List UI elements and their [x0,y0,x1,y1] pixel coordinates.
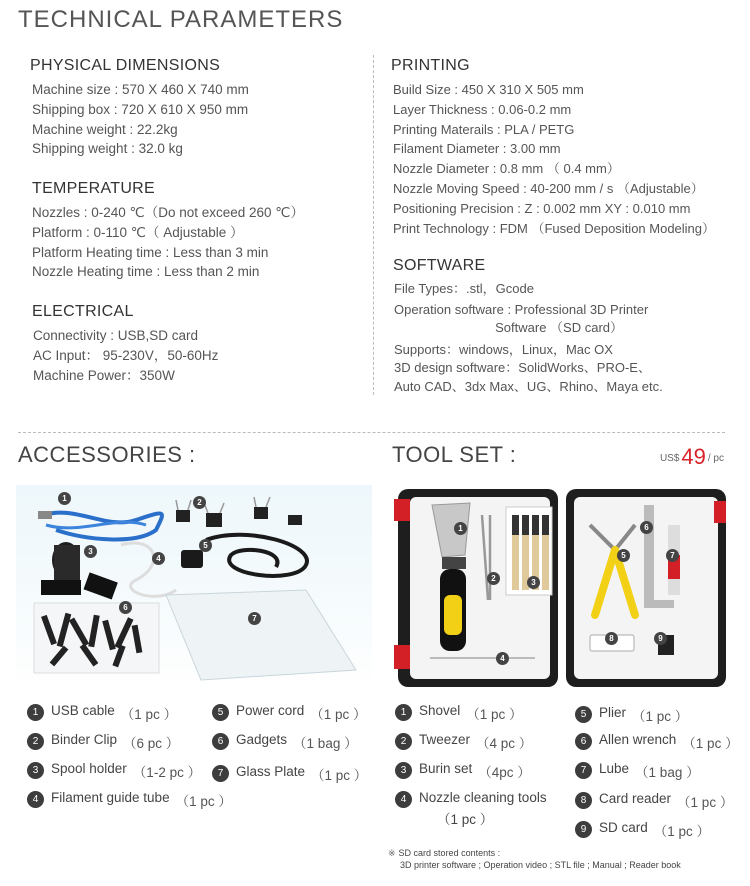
accessories-photo [16,485,372,690]
accessory-item: 1 USB cable （1 pc ） [27,703,177,723]
sd-card-note [388,847,681,871]
accessory-item: 3 Spool holder （1-2 pc ） [27,761,201,781]
toolset-illustration [390,485,730,690]
tool-item: 2 Tweezer （4 pc ） [395,732,532,752]
note-line-2: 3D printer software ; Operation video ; STL file ; Manual ; Reader book [400,860,681,870]
spec-line: Shipping weight : 32.0 kg [32,141,183,157]
marker-4: 4 [152,552,165,565]
spec-line: Filament Diameter : 3.00 mm [393,141,561,157]
accessory-item: 7 Glass Plate （1 pc ） [212,764,367,784]
marker-7: 7 [248,612,261,625]
spec-line: Nozzle Diameter : 0.8 mm （ 0.4 mm） [393,161,620,177]
spec-line: Auto CAD、3dx Max、UG、Rhino、Maya etc. [394,378,663,394]
marker-4: 4 [496,652,509,665]
marker-5: 5 [617,549,630,562]
spec-line: Operation software : Professional 3D Printer [394,301,649,317]
toolset-photo [390,485,730,690]
physical-lines [32,80,249,159]
spec-line: Printing Materails : PLA / PETG [393,121,575,137]
spec-line: Machine Power：350W [33,367,175,383]
column-divider [373,55,374,395]
spec-line: Build Size : 450 X 310 X 505 mm [393,82,584,97]
tool-item: 5 Plier （1 pc ） [575,705,688,725]
spec-line: 3D design software：SolidWorks、PRO-E、 [394,360,651,376]
accessories-illustration [16,485,372,690]
tool-item: 7 Lube （1 bag ） [575,761,700,781]
spec-line: Nozzle Moving Speed : 40-200 mm / s （Adjustable） [393,180,704,196]
software-heading: SOFTWARE [393,257,486,274]
software-lines [394,280,663,397]
spec-line: Platform : 0-110 ℃（ Adjustable ） [32,224,244,240]
tool-item: 8 Card reader （1 pc ） [575,791,733,811]
marker-3: 3 [84,545,97,558]
marker-2: 2 [193,496,206,509]
tool-item: 6 Allen wrench （1 pc ） [575,732,739,752]
physical-heading: PHYSICAL DIMENSIONS [30,57,221,74]
temperature-lines [32,203,304,282]
marker-7: 7 [666,549,679,562]
spec-line: Print Technology : FDM （Fused Deposition Modeling） [393,220,716,236]
tool-item: 3 Burin set （4pc ） [395,761,531,781]
marker-5: 5 [199,539,212,552]
printing-lines [393,80,715,238]
accessory-item: 6 Gadgets （1 bag ） [212,732,358,752]
spec-line: Shipping box : 720 X 610 X 950 mm [32,101,249,117]
note-line-1: SD card stored contents : [398,848,501,858]
tool-item: 1 Shovel （1 pc ） [395,703,523,723]
page-title: TECHNICAL PARAMETERS [18,6,344,33]
tool-item: 4 Nozzle cleaning tools （1 pc ） [395,790,547,828]
section-divider [18,432,725,433]
marker-9: 9 [654,632,667,645]
price-unit: / pc [707,453,724,464]
accessory-item: 5 Power cord （1 pc ） [212,703,367,723]
accessory-item: 4 Filament guide tube （1 pc ） [27,790,232,810]
electrical-lines [33,326,218,385]
spec-line: Nozzles : 0-240 ℃（Do not exceed 260 ℃） [32,205,304,220]
price-currency: US$ [659,453,680,464]
marker-1: 1 [454,522,467,535]
accessories-heading: ACCESSORIES : [18,442,196,467]
marker-2: 2 [487,572,500,585]
temperature-heading: TEMPERATURE [32,180,156,197]
spec-line: Machine weight : 22.2kg [32,121,178,137]
spec-line: Machine size : 570 X 460 X 740 mm [32,82,249,97]
toolset-heading: TOOL SET : [392,442,517,467]
price-value: 49 [681,444,706,469]
marker-8: 8 [605,632,618,645]
marker-3: 3 [527,576,540,589]
spec-line: Positioning Precision : Z : 0.002 mm XY : 0.010 mm [393,200,691,216]
spec-line: Nozzle Heating time : Less than 2 min [32,264,260,280]
marker-6: 6 [119,601,132,614]
printing-heading: PRINTING [391,57,470,74]
tool-item: 9 SD card （1 pc ） [575,820,710,840]
marker-1: 1 [58,492,71,505]
spec-line: Supports：windows，Linux，Mac OX [394,341,613,357]
note-mark: ※ [388,848,396,858]
price-tag [660,444,724,470]
marker-6: 6 [640,521,653,534]
spec-line: Layer Thickness : 0.06-0.2 mm [393,101,572,117]
spec-line: File Types：.stl，Gcode [394,281,534,296]
accessory-item: 2 Binder Clip （6 pc ） [27,732,179,752]
spec-line: Connectivity : USB,SD card [33,328,199,343]
electrical-heading: ELECTRICAL [32,303,134,320]
spec-line: Platform Heating time : Less than 3 min [32,244,269,260]
spec-line: AC Input： 95-230V，50-60Hz [33,347,219,363]
spec-line: Software （SD card） [394,320,624,336]
